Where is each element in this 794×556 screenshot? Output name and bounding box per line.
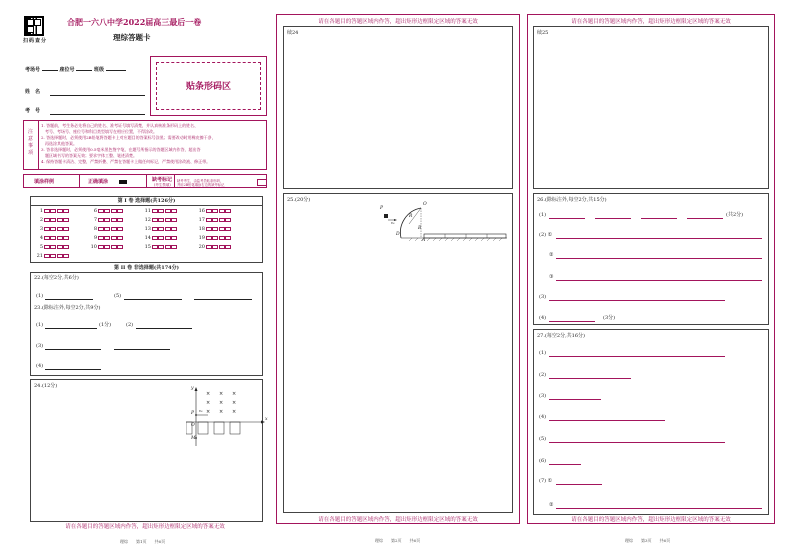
q26-answer-2a[interactable] <box>556 238 762 239</box>
mc-question <box>197 208 231 214</box>
mc-option-bubble[interactable] <box>50 218 56 222</box>
mc-option-bubble[interactable] <box>117 218 123 222</box>
q24-y-label: y <box>191 386 194 391</box>
q25cont-box <box>533 26 769 189</box>
mc-question-number: 11 <box>144 208 151 214</box>
mc-option-bubble[interactable] <box>152 227 158 231</box>
column-3 <box>527 14 775 524</box>
q27-answer-4[interactable] <box>549 420 665 421</box>
mc-option-bubble[interactable] <box>117 236 123 240</box>
mc-option-bubble[interactable] <box>171 245 177 249</box>
q26-answer-4[interactable] <box>549 321 595 322</box>
mc-question <box>35 217 69 223</box>
mc-option-bubble[interactable] <box>63 209 69 213</box>
absent-mark-sub: (考生禁填) <box>154 183 171 187</box>
fill-example-label: 填涂样例 <box>34 179 55 185</box>
mc-question <box>35 244 69 250</box>
mc-option-bubble[interactable] <box>165 245 171 249</box>
q24-v-label: v₀ <box>199 409 203 413</box>
q27-answer-2[interactable] <box>549 378 631 379</box>
notice-item: 题区域书写的答案无效；要求字体工整、笔迹清楚。 <box>45 153 137 158</box>
q23-answer-3[interactable] <box>45 349 101 350</box>
svg-text:×: × <box>232 391 237 397</box>
q22-q23-box <box>30 272 263 376</box>
mc-option-bubble[interactable] <box>104 245 110 249</box>
svg-text:×: × <box>232 400 237 406</box>
mc-option-bubble[interactable] <box>212 245 218 249</box>
mc-question-number: 13 <box>144 226 151 232</box>
mc-question <box>143 226 177 232</box>
mc-option-bubble[interactable] <box>50 227 56 231</box>
mc-option-bubble[interactable] <box>206 245 212 249</box>
mc-option-bubble[interactable] <box>212 218 218 222</box>
mc-option-bubble[interactable] <box>225 236 231 240</box>
mc-option-bubble[interactable] <box>219 236 225 240</box>
q26-l2c: ③ <box>549 274 554 280</box>
absent-mark-label: 缺考标记 <box>152 177 173 183</box>
school-title: 合肥一六八中学2022届高三最后一卷 <box>67 17 202 27</box>
mc-option-bubble[interactable] <box>219 209 225 213</box>
correct-fill-mark <box>119 180 127 184</box>
mc-option-bubble[interactable] <box>104 236 110 240</box>
q26-l2: (2) ① <box>539 232 553 238</box>
mc-option-bubble[interactable] <box>225 218 231 222</box>
mc-option-bubble[interactable] <box>225 227 231 231</box>
q27-title: 27.(每空2分,共16分) <box>537 333 585 339</box>
svg-text:×: × <box>219 409 224 415</box>
q27-answer-3[interactable] <box>549 399 601 400</box>
mc-question <box>35 208 69 214</box>
mc-question <box>143 208 177 214</box>
q25-title: 25.(20分) <box>287 197 311 203</box>
notice-item: 3. 答非选择题时，必须使用0.5毫米黑色签字笔，在题号所指示的答题区域内作答，超出答 <box>41 147 201 152</box>
q27-answer-6[interactable] <box>549 464 581 465</box>
mc-question-number: 19 <box>198 235 205 241</box>
mc-option-bubble[interactable] <box>57 236 63 240</box>
q27-answer-1[interactable] <box>549 356 725 357</box>
svg-text:×: × <box>219 400 224 406</box>
mc-option-bubble[interactable] <box>98 227 104 231</box>
q26-l1b: (共2分) <box>726 212 744 218</box>
mc-question <box>143 217 177 223</box>
mc-option-bubble[interactable] <box>98 236 104 240</box>
mc-question <box>143 235 177 241</box>
mc-option-bubble[interactable] <box>104 227 110 231</box>
mc-option-bubble[interactable] <box>212 236 218 240</box>
q24cont-box <box>283 26 513 189</box>
boundary-notice-c2-bottom: 请在各题目的答题区域内作答，超出矩形边框限定区域的答案无效 <box>318 517 478 523</box>
mc-option-bubble[interactable] <box>158 218 164 222</box>
q24cont-title: 续24 <box>287 30 299 36</box>
mc-option-bubble[interactable] <box>212 227 218 231</box>
mc-option-bubble[interactable] <box>152 209 158 213</box>
mc-option-bubble[interactable] <box>50 236 56 240</box>
mc-option-bubble[interactable] <box>219 218 225 222</box>
class-label: 班级 <box>94 67 105 73</box>
q23-title: 23.(除标注外,每空2分,共9分) <box>34 305 101 311</box>
q23-answer-4[interactable] <box>45 369 101 370</box>
q22-answer-3[interactable] <box>194 299 252 300</box>
q24-title: 24.(12分) <box>34 383 58 389</box>
mc-option-bubble[interactable] <box>171 236 177 240</box>
column-1 <box>20 12 270 544</box>
q27-answer-7b[interactable] <box>556 508 762 509</box>
number-label: 考 号 <box>25 108 41 114</box>
mc-option-bubble[interactable] <box>44 245 50 249</box>
mc-option-bubble[interactable] <box>165 227 171 231</box>
mc-option-bubble[interactable] <box>165 218 171 222</box>
notice-label: 注意事项 <box>28 129 34 156</box>
mc-option-bubble[interactable] <box>165 209 171 213</box>
q26-l1: (1) <box>539 212 547 218</box>
q23-answer-3b[interactable] <box>114 349 170 350</box>
correct-fill-label: 正确填涂 <box>88 179 109 185</box>
column-2 <box>276 14 520 524</box>
mc-question <box>143 244 177 250</box>
q26-answer-1b[interactable] <box>595 218 631 219</box>
mc-question-number: 9 <box>93 235 97 241</box>
svg-text:×: × <box>206 409 211 415</box>
notice-item: 2. 答选择题时，必须使用2B铅笔将答题卡上对应题目的答案标号涂黑；需要改动时用橡皮擦干净， <box>41 135 216 140</box>
mc-question-number: 8 <box>93 226 97 232</box>
mc-option-bubble[interactable] <box>111 227 117 231</box>
q25-b-label: B <box>418 226 422 231</box>
mc-question <box>89 235 123 241</box>
boundary-notice-c1: 请在各题目的答题区域内作答，超出矩形边框限定区域的答案无效 <box>65 524 225 530</box>
q25-o-label: O <box>423 202 427 207</box>
mc-option-bubble[interactable] <box>206 218 212 222</box>
mc-question-number: 20 <box>198 244 205 250</box>
barcode-area <box>150 56 267 116</box>
mc-option-bubble[interactable] <box>57 254 63 258</box>
mc-option-bubble[interactable] <box>219 245 225 249</box>
mc-option-bubble[interactable] <box>158 227 164 231</box>
mc-option-bubble[interactable] <box>57 218 63 222</box>
mc-option-bubble[interactable] <box>171 218 177 222</box>
section1-title: 第 I 卷 选择题(共126分) <box>117 198 176 204</box>
mc-option-bubble[interactable] <box>171 227 177 231</box>
q26-l4: (4) <box>539 315 547 321</box>
q23-l3: (3) <box>36 343 44 349</box>
mc-option-bubble[interactable] <box>158 236 164 240</box>
q25-figure <box>379 202 509 252</box>
mc-question <box>89 226 123 232</box>
q25-p-label: P <box>380 206 384 211</box>
q24-o-label: O <box>191 423 195 428</box>
section2-title: 第 II 卷 非选择题(共174分) <box>113 265 180 271</box>
q24-figure <box>186 386 266 448</box>
q23-answer-2[interactable] <box>136 328 192 329</box>
q23-l1: (1) <box>36 322 44 328</box>
mc-question-number: 4 <box>39 235 43 241</box>
mc-question <box>89 208 123 214</box>
mc-question <box>35 226 69 232</box>
mc-option-bubble[interactable] <box>57 245 63 249</box>
mc-option-bubble[interactable] <box>171 209 177 213</box>
q26-answer-1a[interactable] <box>549 218 585 219</box>
svg-text:×: × <box>206 400 211 406</box>
mc-option-bubble[interactable] <box>104 218 110 222</box>
mc-option-bubble[interactable] <box>212 209 218 213</box>
q24-x-label: x <box>265 417 268 422</box>
mc-option-bubble[interactable] <box>44 236 50 240</box>
mc-question-number: 10 <box>90 244 97 250</box>
mc-option-bubble[interactable] <box>44 227 50 231</box>
mc-option-bubble[interactable] <box>50 254 56 258</box>
q27-l2: (2) <box>539 372 547 378</box>
mc-option-bubble[interactable] <box>206 236 212 240</box>
q24-p-label: P <box>191 411 195 416</box>
absent-checkbox[interactable] <box>257 179 267 186</box>
mc-question-number: 15 <box>144 244 151 250</box>
mc-option-bubble[interactable] <box>152 218 158 222</box>
page-footer-3: 理综 第3页 共6页 <box>625 538 671 543</box>
mc-question-number: 18 <box>198 226 205 232</box>
mc-question-number: 1 <box>39 208 43 214</box>
mc-question <box>197 226 231 232</box>
exam-room-label: 考场号 <box>25 67 41 73</box>
mc-option-bubble[interactable] <box>63 218 69 222</box>
mc-question-number: 7 <box>93 217 97 223</box>
q27-l7: (7) ① <box>539 478 553 484</box>
q27-l1: (1) <box>539 350 547 356</box>
q27-box <box>533 329 769 515</box>
svg-text:×: × <box>232 409 237 415</box>
q27-answer-5[interactable] <box>549 442 725 443</box>
q27-answer-7a[interactable] <box>556 484 602 485</box>
q22-answer-1[interactable] <box>45 299 93 300</box>
mc-option-bubble[interactable] <box>98 218 104 222</box>
q25-d-label: D <box>396 232 400 237</box>
q27-l4: (4) <box>539 414 547 420</box>
mc-option-bubble[interactable] <box>158 209 164 213</box>
mc-option-bubble[interactable] <box>117 209 123 213</box>
q23-l1b: (1分) <box>99 322 112 328</box>
q25-box <box>283 193 513 513</box>
mc-option-bubble[interactable] <box>98 245 104 249</box>
mc-question-number: 16 <box>198 208 205 214</box>
notice-box <box>23 120 267 170</box>
mc-option-bubble[interactable] <box>225 245 231 249</box>
mc-option-bubble[interactable] <box>104 209 110 213</box>
number-field[interactable] <box>50 114 145 115</box>
q26-answer-1c[interactable] <box>641 218 677 219</box>
mc-option-bubble[interactable] <box>63 254 69 258</box>
mc-question <box>197 217 231 223</box>
q25cont-title: 续25 <box>537 30 549 36</box>
qr-caption: 扫码查分 <box>23 38 48 44</box>
mc-option-bubble[interactable] <box>158 245 164 249</box>
mc-option-bubble[interactable] <box>50 209 56 213</box>
q26-answer-2b[interactable] <box>556 258 762 259</box>
fill-example-row <box>23 174 267 188</box>
mc-option-bubble[interactable] <box>117 245 123 249</box>
q27-l5: (5) <box>539 436 547 442</box>
mc-option-bubble[interactable] <box>165 236 171 240</box>
q22-l2: (5) <box>114 293 122 299</box>
q22-title: 22.(每空2分,共6分) <box>34 275 79 281</box>
q25-a-label: A <box>422 238 426 243</box>
mc-question <box>35 253 69 259</box>
mc-option-bubble[interactable] <box>63 245 69 249</box>
mc-question-number: 21 <box>36 253 43 259</box>
mc-question-number: 14 <box>144 235 151 241</box>
mc-question <box>197 244 231 250</box>
q23-l2: (2) <box>126 322 134 328</box>
notice-item: 1. 答题前，考生务必先将自己的姓名、准考证号填写清楚，并认真核准条形码上的姓名、 <box>41 123 199 128</box>
mc-option-bubble[interactable] <box>111 245 117 249</box>
mc-option-bubble[interactable] <box>50 245 56 249</box>
mc-option-bubble[interactable] <box>152 245 158 249</box>
mc-question <box>35 235 69 241</box>
svg-text:×: × <box>219 391 224 397</box>
q24-m-label: M <box>191 436 196 441</box>
q27-l7b: ② <box>549 502 554 508</box>
absent-note: 缺考考生，由监考员贴条形码， <box>177 179 224 183</box>
q25-v-label: v₀ <box>391 221 395 225</box>
mc-option-bubble[interactable] <box>44 209 50 213</box>
q23-answer-1[interactable] <box>45 328 97 329</box>
mc-option-bubble[interactable] <box>44 254 50 258</box>
mc-question-number: 12 <box>144 217 151 223</box>
mc-option-bubble[interactable] <box>111 218 117 222</box>
boundary-notice-c2-top: 请在各题目的答题区域内作答，超出矩形边框限定区域的答案无效 <box>318 19 478 25</box>
mc-option-bubble[interactable] <box>117 227 123 231</box>
page-footer-2: 理综 第2页 共6页 <box>375 538 421 543</box>
seat-label: 座位号 <box>59 67 75 73</box>
q26-l3: (3) <box>539 294 547 300</box>
mc-question-number: 2 <box>39 217 43 223</box>
notice-item: 考号、考场号、座位号和科目类型填写在相应位置，不得涂改。 <box>45 129 157 134</box>
q23-l4: (4) <box>36 363 44 369</box>
mc-option-bubble[interactable] <box>111 209 117 213</box>
mc-question-number: 17 <box>198 217 205 223</box>
q22-answer-2[interactable] <box>124 299 182 300</box>
mc-option-bubble[interactable] <box>206 227 212 231</box>
page-footer-1: 理综 第1页 共6页 <box>120 539 166 544</box>
q27-l3: (3) <box>539 393 547 399</box>
mc-option-bubble[interactable] <box>63 236 69 240</box>
mc-option-bubble[interactable] <box>98 209 104 213</box>
q26-title: 26.(除标注外,每空2分,共15分) <box>537 197 607 203</box>
mc-question-number: 3 <box>39 226 43 232</box>
mc-option-bubble[interactable] <box>219 227 225 231</box>
qr-code <box>24 16 44 36</box>
mc-question-number: 5 <box>39 244 43 250</box>
boundary-notice-c3-top: 请在各题目的答题区域内作答，超出矩形边框限定区域的答案无效 <box>571 19 731 25</box>
q26-box <box>533 193 769 325</box>
q25-r-label: R <box>409 214 413 219</box>
name-label: 姓 名 <box>25 89 41 95</box>
mc-option-bubble[interactable] <box>57 209 63 213</box>
q22-l1: (1) <box>36 293 44 299</box>
mc-option-bubble[interactable] <box>206 209 212 213</box>
q26-l4b: (3分) <box>603 315 616 321</box>
mc-option-bubble[interactable] <box>111 236 117 240</box>
name-field[interactable] <box>50 95 145 96</box>
mc-option-bubble[interactable] <box>44 218 50 222</box>
mc-option-bubble[interactable] <box>63 227 69 231</box>
absent-note: 并用2B铅笔填涂右边的缺考标记 <box>177 183 225 187</box>
q24-box <box>30 379 268 522</box>
card-subtitle: 理综答题卡 <box>113 33 151 42</box>
q26-answer-2c[interactable] <box>556 280 762 281</box>
mc-question <box>89 217 123 223</box>
q27-l6: (6) <box>539 458 547 464</box>
mc-option-bubble[interactable] <box>225 209 231 213</box>
section1-box <box>30 196 263 263</box>
mc-option-bubble[interactable] <box>152 236 158 240</box>
q26-answer-1d[interactable] <box>687 218 723 219</box>
mc-question <box>197 235 231 241</box>
svg-text:×: × <box>206 391 211 397</box>
mc-option-bubble[interactable] <box>57 227 63 231</box>
boundary-notice-c3-bottom: 请在各题目的答题区域内作答，超出矩形边框限定区域的答案无效 <box>571 517 731 523</box>
barcode-label: 贴条形码区 <box>185 82 231 92</box>
mc-question <box>89 244 123 250</box>
mc-question-number: 6 <box>93 208 97 214</box>
notice-item: 再选涂其他答案。 <box>45 141 77 146</box>
q26-l2b: ② <box>549 252 554 258</box>
q26-answer-3[interactable] <box>549 300 725 301</box>
notice-item: 4. 保持答题卡清洁、完整，严禁折叠、严禁在答题卡上做任何标记，严禁使用涂改液、修正带。 <box>41 159 211 164</box>
